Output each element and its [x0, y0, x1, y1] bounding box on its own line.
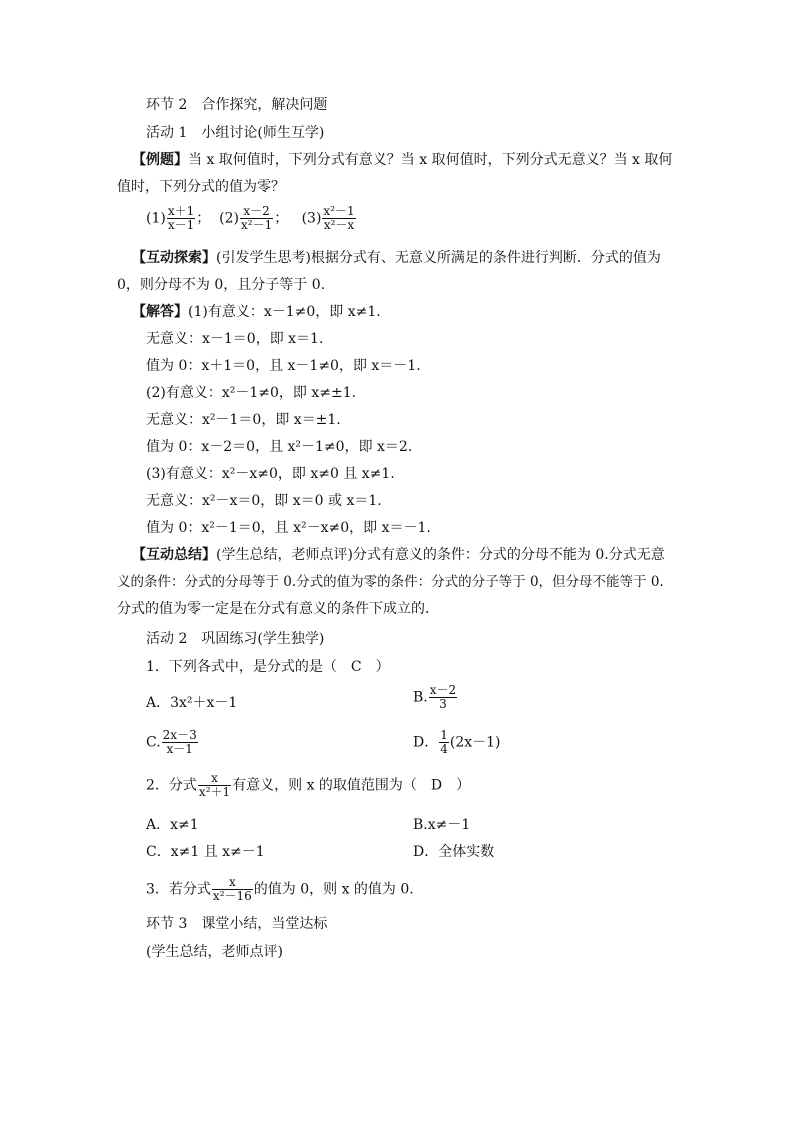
summary-line-1: [132, 546, 665, 564]
answer-line-6: 值为 0：x－2＝0，且 x²－1≠0，即 x＝2.: [146, 439, 413, 455]
activity-1-title: 活动 1 小组讨论(师生互学): [146, 125, 325, 141]
item-1-label: (1): [146, 210, 166, 227]
item-2-sep: ；: [274, 210, 289, 227]
item-1-sep: ；: [196, 210, 211, 227]
q1-c-fraction: [162, 729, 198, 756]
summary-text-1: (学生总结，老师点评)分式有意义的条件：分式的分母不能为 0.分式无意: [216, 547, 665, 563]
q2-option-c: C．x≠1 且 x≠－1: [146, 844, 265, 860]
explore-line-1: [132, 249, 661, 267]
q1-d-numerator: 1: [440, 728, 448, 742]
item-2-label: (2): [219, 210, 239, 227]
q2-option-b: B.x≠－1: [413, 817, 471, 833]
answer-line-2: 无意义：x－1＝0，即 x＝1.: [146, 331, 324, 347]
section-2-title: 环节 2 合作探究，解决问题: [146, 97, 328, 113]
answer-line-7: (3)有意义：x²－x≠0，即 x≠0 且 x≠1.: [146, 466, 395, 482]
q2-option-d: D．全体实数: [413, 844, 495, 860]
q3-denominator: x²－16: [212, 889, 252, 903]
q2-denominator: x²＋1: [198, 785, 231, 799]
answer-line-5: 无意义：x²－1＝0，即 x＝±1.: [146, 412, 341, 428]
explore-line-2: 0，则分母不为 0，且分子等于 0.: [117, 277, 326, 293]
answer-line-1: [132, 303, 381, 321]
item-3-label: (3): [301, 210, 322, 227]
q3-numerator: x: [212, 876, 253, 890]
q1-option-b: [413, 684, 458, 711]
explore-text-1: (引发学生思考)根据分式有、无意义所满足的条件进行判断．分式的值为: [216, 250, 661, 266]
q1-b-label: B.: [413, 689, 428, 706]
q1-b-fraction: [429, 684, 457, 711]
item-3-denominator: x²－x: [323, 218, 355, 232]
summary-line-2: 义的条件：分式的分母等于 0.分式的值为零的条件：分式的分子等于 0，但分母不能等于 0.: [117, 574, 664, 590]
section-3-note: (学生总结，老师点评): [146, 944, 283, 960]
summary-line-3: 分式的值为零一定是在分式有意义的条件下成立的．: [117, 601, 439, 617]
q2-numerator: x: [198, 772, 231, 786]
q1-option-c: [146, 729, 199, 756]
q1-c-numerator: 2x－3: [162, 728, 197, 742]
q2-post: 有意义，则 x 的取值范围为（ D ）: [232, 777, 471, 794]
example-line-2: 值时，下列分式的值为零？: [117, 179, 285, 195]
q2-fraction: [198, 772, 231, 799]
explore-tag: 【互动探索】: [132, 250, 216, 266]
answer-text-1: (1)有意义：x－1≠0，即 x≠1.: [188, 304, 381, 320]
q1-d-tail: (2x－1): [449, 734, 501, 751]
q1-b-numerator: x－2: [429, 683, 457, 697]
answer-line-3: 值为 0：x＋1＝0，且 x－1≠0，即 x＝－1.: [146, 358, 421, 374]
q3-fraction: [212, 876, 253, 903]
q3-pre: 3．若分式: [146, 881, 211, 898]
summary-tag: 【互动总结】: [132, 547, 216, 563]
q3-post: 的值为 0，则 x 的值为 0.: [253, 881, 414, 898]
item-2-numerator: x－2: [240, 205, 273, 219]
q1-stem: 1．下列各式中，是分式的是（ C ）: [146, 659, 390, 675]
example-text-1: 当 x 取何值时，下列分式有意义？当 x 取何值时，下列分式无意义？当 x 取何: [188, 152, 673, 168]
item-2-fraction: [240, 205, 273, 232]
example-line-1: [132, 151, 672, 169]
q2-option-a: A．x≠1: [146, 817, 199, 833]
q1-d-fraction: [439, 729, 449, 756]
example-tag: 【例题】: [132, 152, 188, 168]
item-3-numerator: x²－1: [323, 204, 355, 218]
answer-tag: 【解答】: [132, 304, 188, 320]
item-1-numerator: x＋1: [167, 204, 195, 218]
q1-c-denominator: x－1: [166, 742, 193, 756]
item-2-denominator: x²－1: [241, 218, 273, 232]
answer-line-8: 无意义：x²－x＝0，即 x＝0 或 x＝1.: [146, 493, 382, 509]
q1-b-denominator: 3: [439, 697, 447, 711]
q2-pre: 2．分式: [146, 777, 197, 794]
q1-option-d: [413, 729, 501, 756]
q1-d-denominator: 4: [440, 742, 448, 756]
item-3-fraction: [322, 205, 355, 232]
answer-line-9: 值为 0：x²－1＝0，且 x²－x≠0，即 x＝－1.: [146, 520, 431, 536]
q2-stem: [146, 772, 470, 799]
activity-2-title: 活动 2 巩固练习(学生独学): [146, 631, 325, 647]
q1-d-label: D．: [413, 734, 439, 751]
q3-stem: [146, 876, 414, 903]
item-1-fraction: [167, 205, 195, 232]
answer-line-4: (2)有意义：x²－1≠0，即 x≠±1.: [146, 385, 357, 401]
section-3-title: 环节 3 课堂小结，当堂达标: [146, 916, 328, 932]
q1-c-label: C.: [146, 734, 161, 751]
example-fractions: [146, 205, 357, 232]
q1-option-a: A．3x²＋x－1: [146, 695, 238, 711]
item-1-denominator: x－1: [167, 218, 195, 232]
